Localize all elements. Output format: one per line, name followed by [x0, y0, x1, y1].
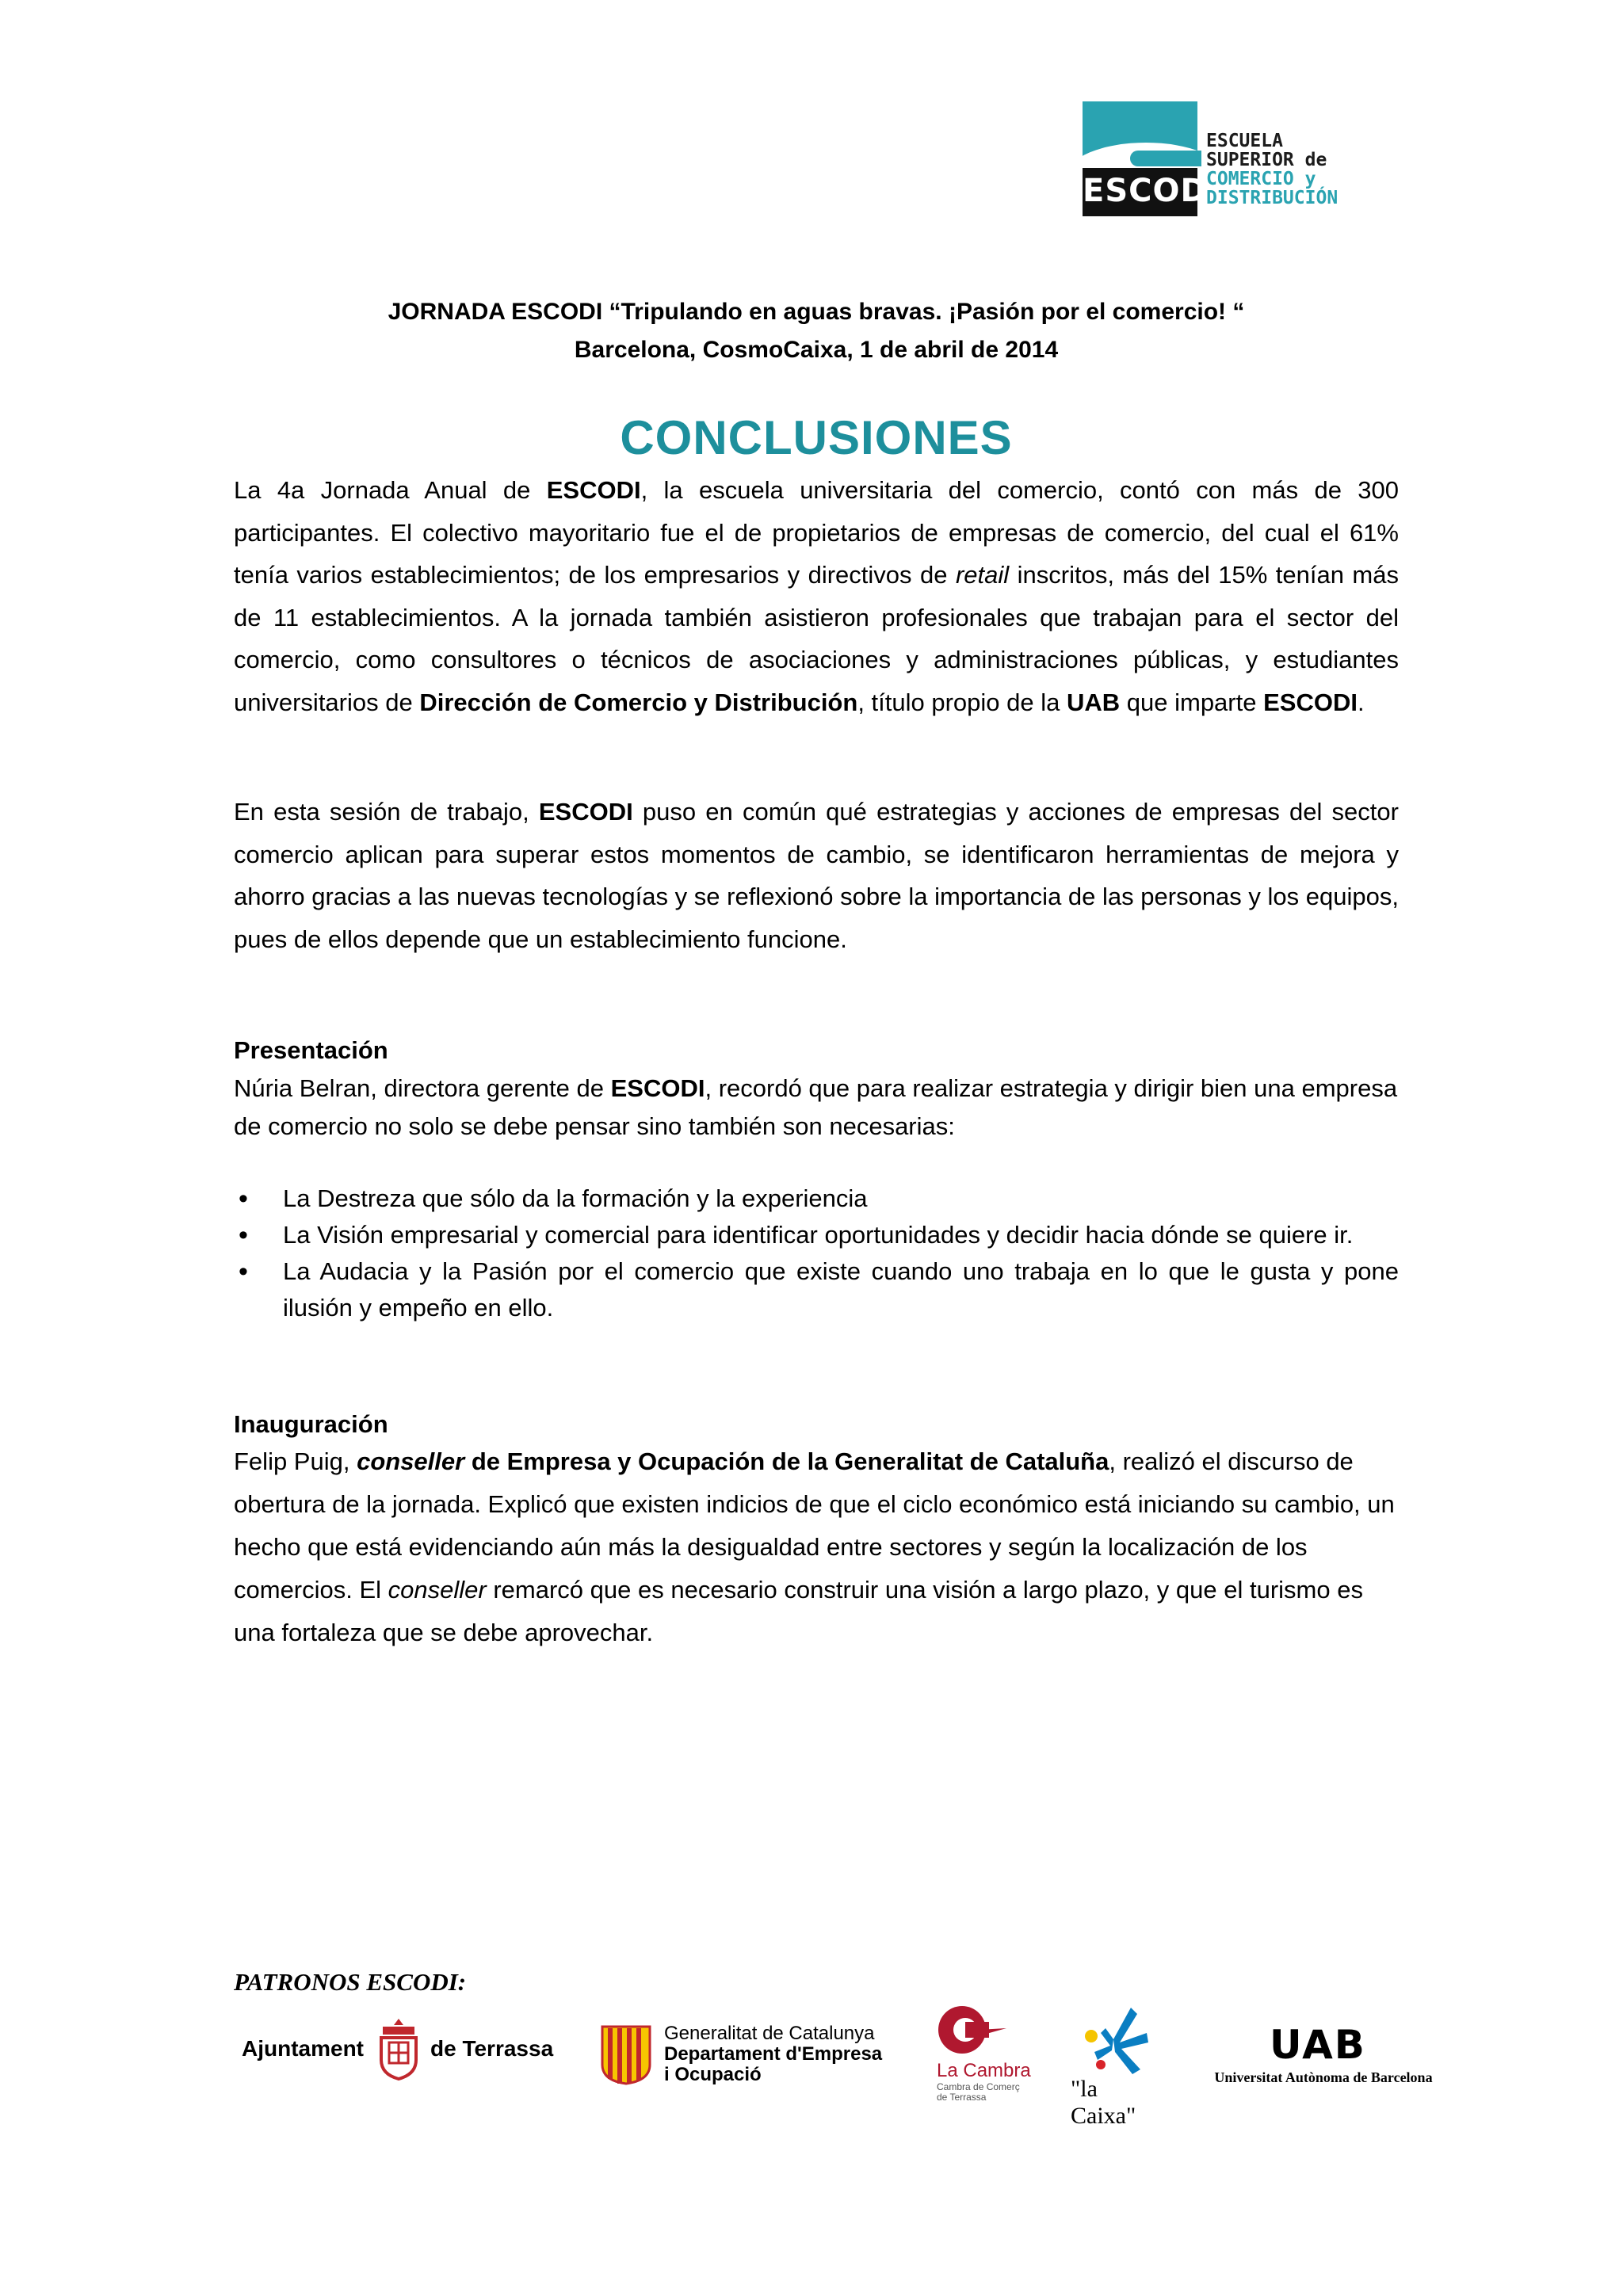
logo-line-4: DISTRIBUCIÓN	[1206, 188, 1338, 208]
event-date-location: Barcelona, CosmoCaixa, 1 de abril de 2014	[574, 337, 1059, 363]
escodi-logo	[1083, 101, 1220, 216]
logo-line-1: ESCUELA	[1206, 131, 1283, 151]
list-item: • La Audacia y la Pasión por el comercio que existe cuando uno trabaja en lo que le gusta y pone ilusión y empeño en ello.	[234, 1253, 1399, 1326]
paragraph-presentacion: Núria Belran, directora gerente de ESCODI, recordó que para realizar estrategia y dirigir bien una empresa de comercio no solo se debe pensar sino también son necesarias:	[234, 1074, 1398, 1140]
heading-presentacion: Presentación	[234, 1036, 388, 1064]
logo-uab: UAB Universitat Autònoma de Barcelona	[1214, 2022, 1433, 2085]
logo-la-cambra: La Cambra Cambra de Comerç de Terrassa	[934, 2004, 1052, 2112]
escodi-logo-mark: ESCODI	[1083, 173, 1220, 209]
list-item: • La Visión empresarial y comercial para identificar oportunidades y decidir hacia dónde se quiere ir.	[234, 1217, 1399, 1253]
bullet-list	[234, 1180, 1399, 1326]
paragraph-session: En esta sesión de trabajo, ESCODI puso en común qué estrategias y acciones de empresas del sector comercio aplican para superar estos momentos de cambio, se identificaron herramientas de mejora y ahorro gracias a las nuevas tecnologías y se reflexionó sobre la importancia de las personas y los equipos, pues de ellos depende que un establecimiento funcione.	[234, 798, 1399, 953]
logo-line-2: SUPERIOR de	[1206, 150, 1327, 170]
la-caixa-star-icon	[1074, 2004, 1153, 2074]
cambra-emblem-icon	[937, 2004, 1008, 2058]
logo-line-3: COMERCIO y	[1206, 169, 1316, 189]
event-title: JORNADA ESCODI “Tripulando en aguas bravas. ¡Pasión por el comercio! “	[388, 299, 1245, 325]
logo-ajuntament-terrassa: Ajuntament de Terrassa	[242, 2019, 567, 2079]
heading-inauguracion: Inauguración	[234, 1410, 388, 1438]
terrassa-shield-icon	[378, 2019, 419, 2079]
list-item: • La Destreza que sólo da la formación y la experiencia	[234, 1180, 1399, 1217]
page-title: CONCLUSIONES	[620, 411, 1013, 464]
logo-generalitat: Generalitat de Catalunya Departament d'Empresa i Ocupació	[601, 2020, 918, 2087]
paragraph-intro: La 4a Jornada Anual de ESCODI, la escuela universitaria del comercio, contó con más de 300 participantes. El colectivo mayoritario fue el de propietarios de empresas de comercio, del cual el 61% tenía varios establecimientos; de los empresarios y directivos de retail inscritos, más del 15% tenían más de 11 establecimientos. A la jornada también asistieron profesionales que trabajan para el sector del comercio, como consultores o técnicos de asociaciones y administraciones públicas, y estudiantes universitarios de Dirección de Comercio y Distribución, título propio de la UAB que imparte ESCODI.	[234, 476, 1399, 716]
paragraph-inauguracion: Felip Puig, conseller de Empresa y Ocupación de la Generalitat de Cataluña, realizó el discurso de obertura de la jornada. Explicó que existen indicios de que el ciclo económico está iniciando su cambio, un hecho que está evidenciando aún más la desigualdad entre sectores y según la localización de los comercios. El conseller remarcó que es necesario construir una visión a largo plazo, y que el turismo es una fortaleza que se debe aprovechar.	[234, 1447, 1395, 1646]
generalitat-flag-icon	[601, 2025, 651, 2085]
sponsors-label: PATRONOS ESCODI:	[234, 1968, 467, 1996]
logo-la-caixa: "la Caixa"	[1066, 2004, 1161, 2107]
